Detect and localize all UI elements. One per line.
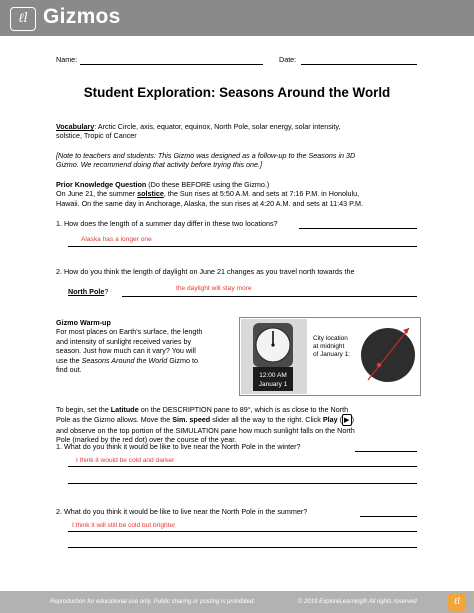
clock-date: January 1 — [258, 381, 288, 388]
question-1-text: 1. How does the length of a summer day differ in these two locations? — [56, 219, 278, 228]
teacher-note-line-2: Gizmo. We recommend doing that activity before trying this one.] — [56, 160, 263, 170]
instructions-paragraph — [56, 405, 436, 445]
brand-name: Gizmos — [43, 5, 121, 28]
city-label-line-2: at midnight — [313, 343, 345, 350]
axis-arrow-icon — [403, 328, 409, 334]
vocabulary-label: Vocabulary — [56, 122, 95, 131]
begin-2a: Pole as the Gizmo allows. Move the — [56, 415, 173, 425]
warmup-line-4c: Gizmo to — [167, 355, 198, 365]
winter-question-text: 1. What do you think it would be like to live near the North Pole in the winter? — [56, 442, 301, 451]
begin-1a: To begin, set the — [56, 405, 111, 414]
latitude-term: Latitude — [110, 405, 139, 414]
city-label-line-1: City location — [313, 335, 348, 342]
question-1-answer[interactable]: Alaska has a longer one — [81, 236, 152, 243]
vocabulary-line-1: : Arctic Circle, axis, equator, equinox, North Pole, solar energy, solar intensity, — [94, 122, 341, 131]
winter-answer[interactable]: I think it would be cold and darker — [76, 457, 175, 464]
prior-text-2: Hawaii. On the same day in Anchorage, Alaska, the sun rises at 4:20 A.M. and sets at 11:43 P.M. — [56, 198, 363, 208]
begin-line-4: Pole (marked by the red dot) over the course of the year. — [56, 435, 237, 445]
prior-text-1a: On June 21, the summer — [56, 189, 138, 199]
prior-knowledge-heading: Prior Knowledge Question — [56, 180, 147, 189]
summer-question-text: 2. What do you think it would be like to live near the North Pole in the summer? — [56, 507, 308, 516]
warmup-line-1: For most places on Earth's surface, the length — [56, 327, 203, 337]
city-label-line-3: of January 1: — [313, 351, 350, 358]
north-pole-term: North Pole — [68, 287, 105, 296]
summer-answer[interactable]: I think it will still be cold but brighter — [72, 522, 176, 529]
summer-answer-line-1 — [68, 531, 417, 532]
vocabulary-paragraph — [56, 122, 426, 141]
begin-2g: ) — [351, 415, 354, 425]
begin-2e: ( — [337, 415, 343, 425]
begin-line-3: and observe on the top portion of the SIMULATION pane how much sunlight falls on the North — [56, 425, 355, 435]
name-field[interactable] — [80, 64, 263, 65]
warmup-line-4a: use the — [56, 355, 82, 365]
city-dot-icon — [377, 363, 381, 367]
date-field[interactable] — [301, 64, 417, 65]
winter-answer-line-2 — [68, 483, 417, 484]
vocabulary-line-2: solstice, Tropic of Cancer — [56, 131, 137, 141]
clock-center — [271, 343, 274, 346]
question-2-inline-line — [122, 296, 417, 297]
question-1-inline-line — [299, 228, 417, 229]
warmup-line-3: season. Just how much can it vary? You will — [56, 346, 196, 356]
question-1-answer-line — [68, 246, 417, 247]
question-2-mark: ? — [104, 287, 109, 296]
winter-inline-line — [355, 451, 417, 452]
gizmo-image-svg — [240, 318, 420, 395]
footer-copyright: © 2019 ExploreLearning® All rights reserved — [298, 599, 417, 605]
question-2-answer[interactable]: the daylight will stay more — [176, 285, 252, 292]
prior-knowledge-heading-note: (Do these BEFORE using the Gizmo.) — [146, 180, 270, 189]
footer-logo-icon: ℓl — [448, 593, 466, 611]
warmup-line-5: find out. — [56, 365, 82, 375]
date-label: Date: — [279, 55, 297, 64]
warmup-section — [56, 318, 236, 374]
prior-knowledge-section — [56, 180, 436, 208]
warmup-heading: Gizmo Warm-up — [56, 318, 111, 327]
summer-answer-line-2 — [68, 547, 417, 548]
solstice-term: solstice — [137, 189, 164, 199]
footer-reproduction-note: Reproduction for educational use only. Public sharing or posting is prohibited. — [50, 599, 256, 605]
gizmo-title-term: Seasons Around the World — [81, 355, 168, 365]
sim-speed-term: Sim. speed — [172, 415, 211, 425]
summer-inline-line — [360, 516, 417, 517]
teacher-note-line-1: [Note to teachers and students: This Gizmo was designed as a follow-up to the Seasons in 3D — [56, 151, 356, 160]
begin-1c: on the DESCRIPTION pane to 89°, which is as close to the North — [138, 405, 349, 414]
name-label: Name: — [56, 55, 78, 64]
page-title: Student Exploration: Seasons Around the World — [83, 85, 391, 100]
play-term: Play — [322, 415, 338, 425]
gizmo-warmup-image — [239, 317, 421, 396]
clock-time: 12:00 AM — [259, 372, 287, 379]
prior-text-1c: , the Sun rises at 5:50 A.M. and sets at 7:16 P.M. in Honolulu, — [163, 189, 360, 199]
teacher-note — [56, 151, 426, 170]
begin-2c: slider all the way to the right. Click — [210, 415, 323, 425]
winter-answer-line-1 — [68, 466, 417, 467]
warmup-line-2: and intensity of sunlight received varies by — [56, 336, 192, 346]
play-icon: ▶ — [344, 415, 350, 425]
question-2-text: 2. How do you think the length of daylight on June 21 changes as you travel north towards the — [56, 267, 355, 276]
explorelearning-logo-icon: ℓl — [10, 7, 36, 31]
